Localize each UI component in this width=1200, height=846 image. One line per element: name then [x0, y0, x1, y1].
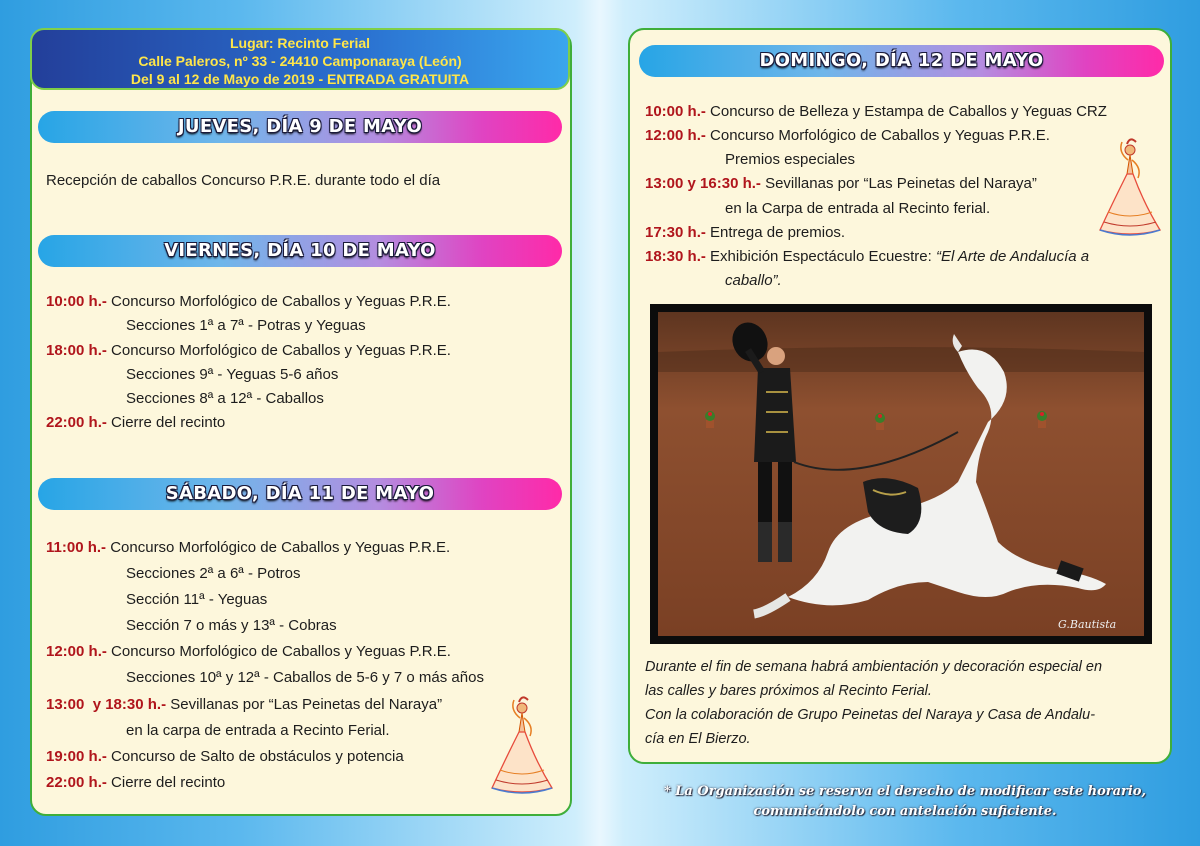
dates-line: Del 9 al 12 de Mayo de 2019 - ENTRADA GRATUITA: [130, 71, 470, 87]
schedule-row: [46, 539, 450, 556]
schedule-time: 18:30 h.-: [645, 248, 706, 265]
flamenco-dancer-icon: [486, 692, 558, 800]
schedule-text: Secciones 1ª a 7ª - Potras y Yeguas: [126, 317, 366, 334]
schedule-row: [645, 248, 1089, 265]
schedule-row: [46, 414, 225, 431]
schedule-row: [126, 722, 390, 739]
schedule-row: [46, 774, 225, 791]
schedule-time: 22:00 h.-: [46, 414, 107, 431]
schedule-text: Sevillanas por “Las Peinetas del Naraya”: [765, 175, 1037, 192]
schedule-text: Exhibición Espectáculo Ecuestre:: [710, 248, 936, 265]
schedule-row: [645, 103, 1107, 120]
schedule-time: 22:00 h.-: [46, 774, 107, 791]
schedule-time: 12:00 h.-: [645, 127, 706, 144]
schedule-text: Cierre del recinto: [111, 774, 226, 791]
note-line: las calles y bares próximos al Recinto Ferial.: [645, 683, 932, 699]
schedule-text: Concurso Morfológico de Caballos y Yeguas P.R.E.: [111, 643, 451, 660]
note-line: Con la colaboración de Grupo Peinetas del Naraya y Casa de Andalu-: [645, 707, 1096, 723]
day-title-jueves: JUEVES, DÍA 9 DE MAYO: [38, 111, 562, 143]
schedule-text: Premios especiales: [725, 151, 856, 168]
schedule-text: Cierre del recinto: [111, 414, 226, 431]
schedule-row: [725, 151, 855, 168]
schedule-time: 17:30 h.-: [645, 224, 706, 241]
schedule-row: [725, 272, 782, 289]
schedule-time: 10:00 h.-: [645, 103, 706, 120]
schedule-row: [126, 390, 324, 407]
disclaimer-line: comunicándolo con antelación suficiente.: [753, 804, 1057, 819]
schedule-row: [645, 127, 1050, 144]
flower-pot: [705, 411, 715, 428]
schedule-row: [126, 669, 484, 686]
schedule-text: Sección 11ª - Yeguas: [126, 591, 268, 608]
schedule-time: 11:00 h.-: [46, 539, 107, 556]
schedule-row: [46, 342, 451, 359]
schedule-text-italic: caballo”.: [725, 272, 782, 289]
venue-header: [30, 28, 570, 90]
horse-photo-scene: [658, 312, 1144, 636]
horse-rider-illustration: [658, 312, 1144, 636]
schedule-time: 18:00 h.-: [46, 342, 107, 359]
schedule-text: Entrega de premios.: [710, 224, 846, 241]
horse-photo: [650, 304, 1152, 644]
schedule-row: [126, 565, 301, 582]
schedule-text: Concurso Morfológico de Caballos y Yeguas P.R.E.: [110, 539, 451, 556]
venue-line: Lugar: Recinto Ferial: [229, 35, 371, 51]
schedule-row: [126, 617, 337, 634]
disclaimer: [640, 782, 1170, 822]
day-title-viernes: VIERNES, DÍA 10 DE MAYO: [38, 235, 562, 267]
schedule-text: Concurso Morfológico de Caballos y Yeguas P.R.E.: [710, 127, 1050, 144]
schedule-text: Sección 7 o más y 13ª - Cobras: [126, 617, 337, 634]
schedule-time: 12:00 h.-: [46, 643, 107, 660]
schedule-text: Secciones 10ª y 12ª - Caballos de 5-6 y 7 o más años: [126, 669, 484, 686]
schedule-text: en la Carpa de entrada al Recinto ferial.: [725, 200, 991, 217]
note-line: cía en El Bierzo.: [645, 731, 751, 747]
schedule-text: en la carpa de entrada a Recinto Ferial.: [126, 722, 390, 739]
schedule-row: [46, 696, 442, 713]
disclaimer-line: * La Organización se reserva el derecho de modificar este horario,: [663, 784, 1147, 799]
schedule-row: [725, 200, 990, 217]
jueves-text: Recepción de caballos Concurso P.R.E. durante todo el día: [46, 172, 441, 189]
schedule-text: Sevillanas por “Las Peinetas del Naraya”: [170, 696, 443, 713]
schedule-time: 13:00 y 18:30 h.-: [46, 696, 167, 713]
schedule-row: [126, 317, 366, 334]
schedule-row: [46, 293, 451, 310]
schedule-row: [126, 366, 338, 383]
note-line: Durante el fin de semana habrá ambientación y decoración especial en: [645, 659, 1103, 675]
photo-signature: G.Bautista: [1058, 618, 1117, 631]
schedule-time: 19:00 h.-: [46, 748, 107, 765]
schedule-row: [126, 591, 267, 608]
schedule-time: 10:00 h.-: [46, 293, 107, 310]
schedule-text: Secciones 2ª a 6ª - Potros: [126, 565, 301, 582]
schedule-time: 13:00 y 16:30 h.-: [645, 175, 761, 192]
flamenco-dancer-icon: [1094, 134, 1166, 242]
schedule-row: [46, 748, 404, 765]
schedule-text: Concurso de Salto de obstáculos y potencia: [111, 748, 404, 765]
schedule-text-italic: “El Arte de Andalucía a: [935, 248, 1090, 265]
flower-pot: [1037, 411, 1047, 428]
day-title-sabado: SÁBADO, DÍA 11 DE MAYO: [38, 478, 562, 510]
schedule-text: Secciones 9ª - Yeguas 5-6 años: [126, 366, 339, 383]
address-line: Calle Paleros, nº 33 - 24410 Camponaraya (León): [138, 53, 462, 69]
schedule-row: [645, 175, 1037, 192]
schedule-text: Secciones 8ª a 12ª - Caballos: [126, 390, 324, 407]
weekend-note: [645, 655, 1160, 751]
schedule-row: [645, 224, 845, 241]
schedule-text: Concurso de Belleza y Estampa de Caballos y Yeguas CRZ: [710, 103, 1107, 120]
schedule-text: Concurso Morfológico de Caballos y Yeguas P.R.E.: [111, 293, 451, 310]
flower-pot: [875, 413, 885, 430]
schedule-row: [46, 643, 451, 660]
schedule-text: Concurso Morfológico de Caballos y Yeguas P.R.E.: [111, 342, 451, 359]
day-title-domingo: DOMINGO, DÍA 12 DE MAYO: [639, 45, 1164, 77]
